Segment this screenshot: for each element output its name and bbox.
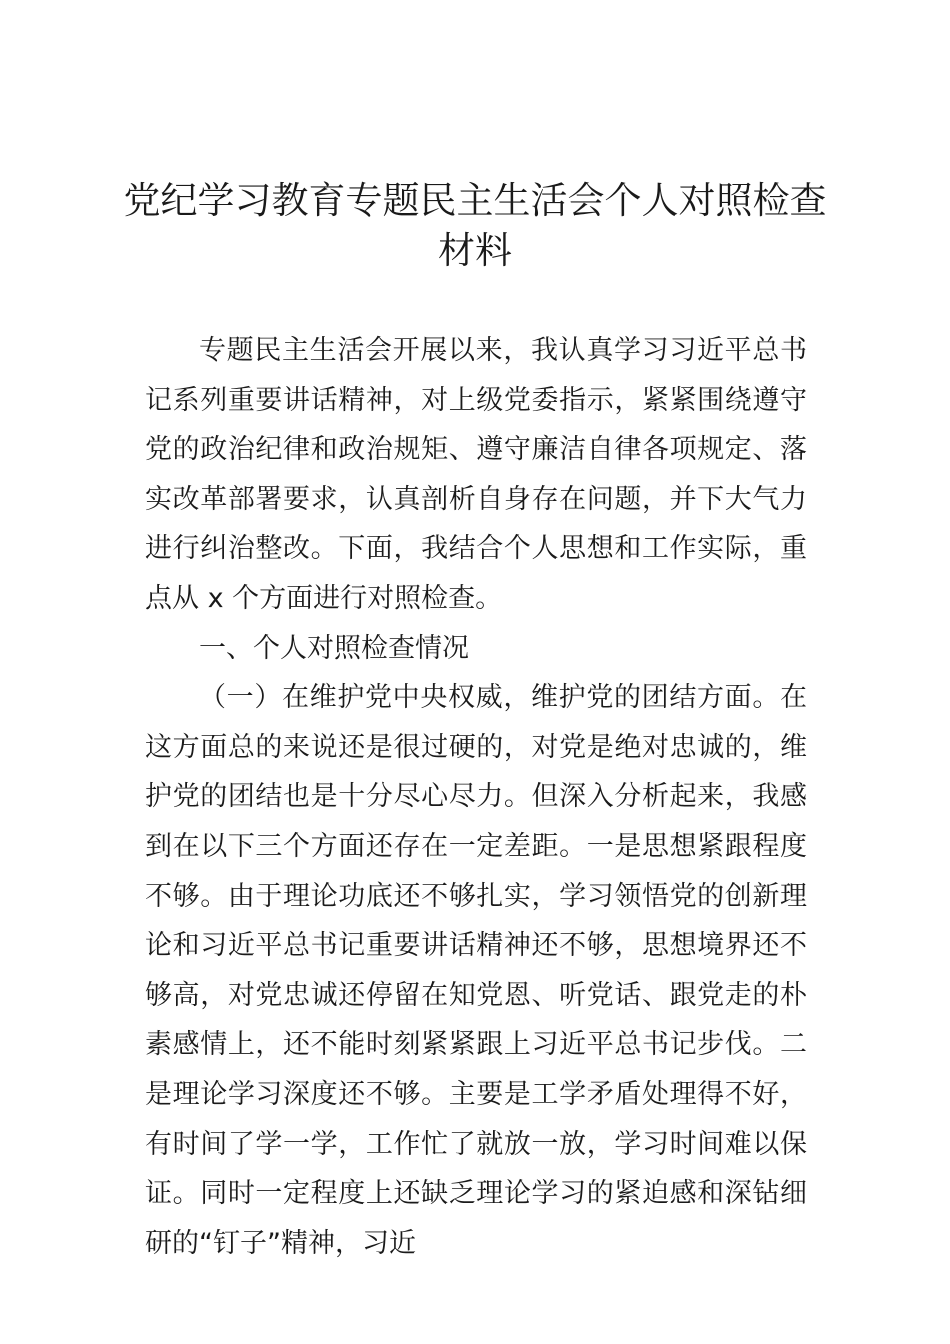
paragraph-section-1: （一）在维护党中央权威，维护党的团结方面。在这方面总的来说还是很过硬的，对党是绝对忠诚的，维护党的团结也是十分尽心尽力。但深入分析起来，我感到在以下三个方面还存在一定差距。一是思想紧跟程度不够。由于理论功底还不够扎实，学习领悟党的创新理论和习近平总书记重要讲话精神还不够，思想境界还不够高，对党忠诚还停留在知党恩、听党话、跟党走的朴素感情上，还不能时刻紧紧跟上习近平总书记步伐。二是理论学习深度还不够。主要是工学矛盾处理得不好，有时间了学一学，工作忙了就放一放，学习时间难以保证。同时一定程度上还缺乏理论学习的紧迫感和深钻细研的“钉子”精神，习近 <box>145 682 807 1259</box>
section-heading: 一、个人对照检查情况 <box>199 632 469 664</box>
paragraph-intro: 专题民主生活会开展以来，我认真学习习近平总书记系列重要讲话精神，对上级党委指示，紧紧围绕遵守党的政治纪律和政治规矩、遵守廉洁自律各项规定、落实改革部署要求，认真剖析自身存在问题，并下大气力进行纠治整改。下面，我结合个人思想和工作实际，重点从 x 个方面进行对照检查。 <box>145 335 807 614</box>
document-title: 党纪学习教育专题民主生活会个人对照检查材料 <box>123 179 827 272</box>
document-body <box>145 326 807 1268</box>
